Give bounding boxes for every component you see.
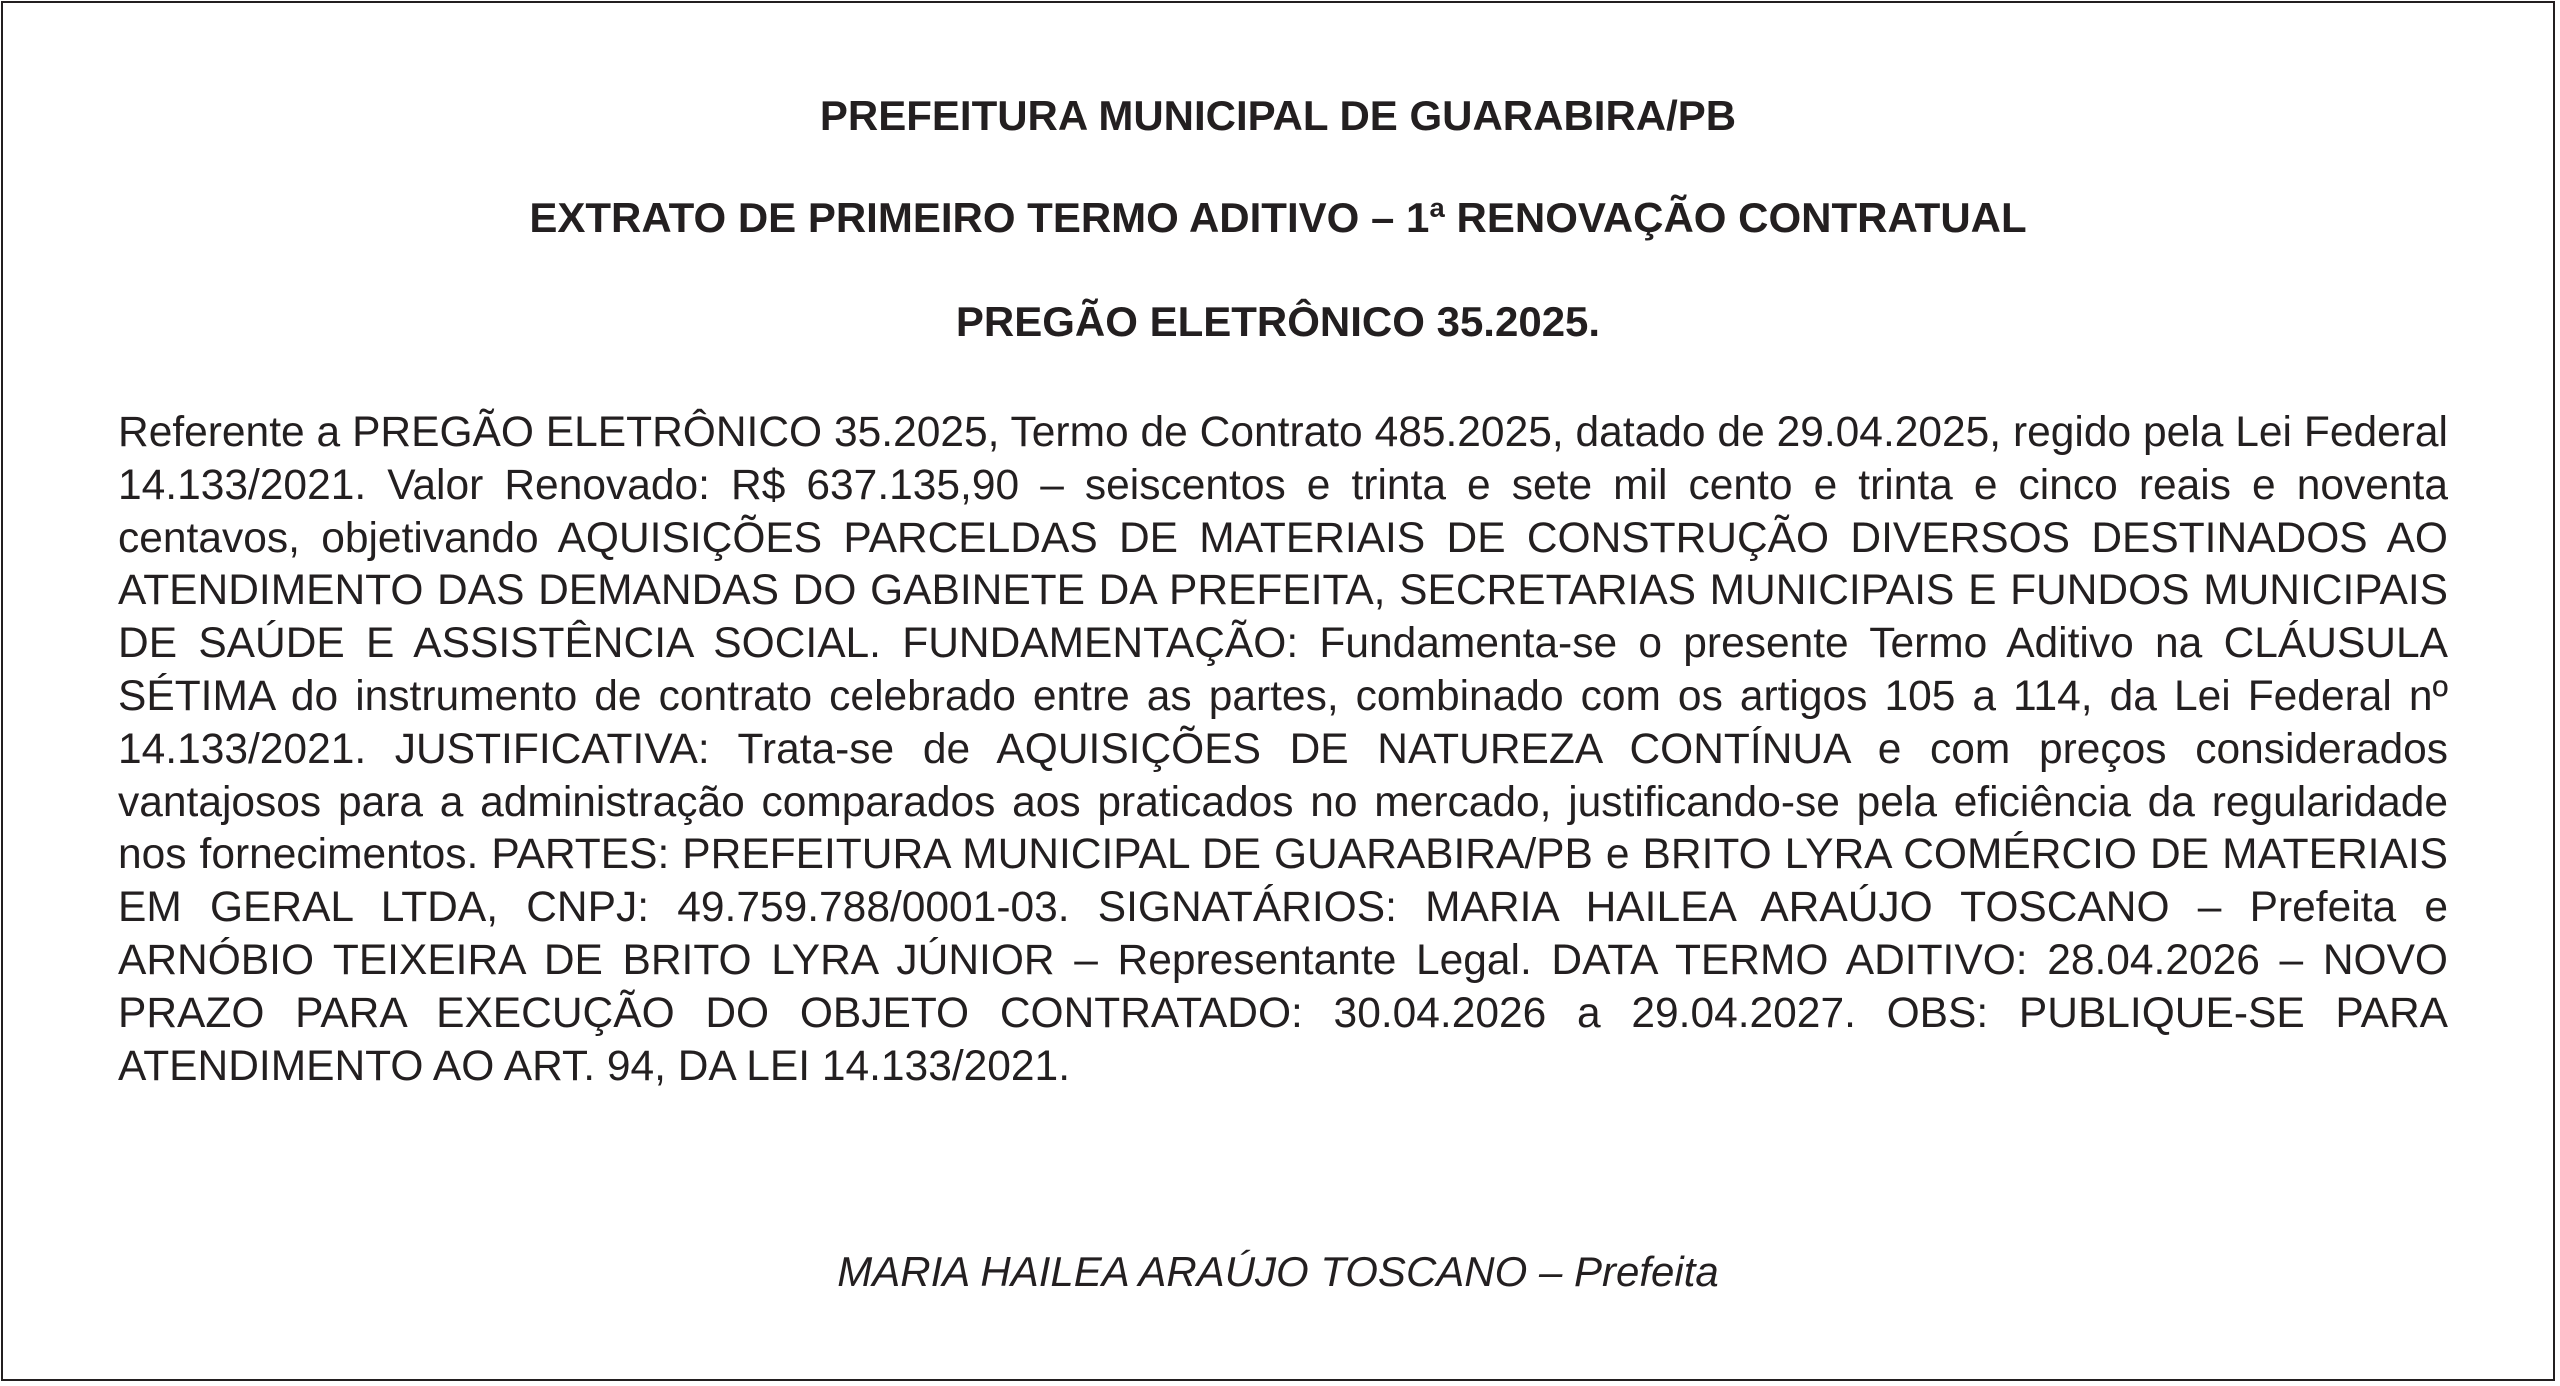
procurement-title: PREGÃO ELETRÔNICO 35.2025.	[955, 298, 1601, 345]
notice-frame	[1, 1, 2555, 1381]
extract-title: EXTRATO DE PRIMEIRO TERMO ADITIVO – 1ª RENOVAÇÃO CONTRATUAL	[529, 194, 2027, 241]
signature-line: MARIA HAILEA ARAÚJO TOSCANO – Prefeita	[837, 1248, 1719, 1295]
notice-body-paragraph: Referente a PREGÃO ELETRÔNICO 35.2025, Termo de Contrato 485.2025, datado de 29.04.2025, regido pela Lei Federal 14.133/2021. Valor Renovado: R$ 637.135,90 – seiscentos e trinta e sete mil cento e trinta e cinco reais e noventa centavos, objetivando AQUISIÇÕES PARCELDAS DE MATERIAIS DE CONSTRUÇÃO DIVERSOS DESTINADOS AO ATENDIMENTO DAS DEMANDAS DO GABINETE DA PREFEITA, SECRETARIAS MUNICIPAIS E FUNDOS MUNICIPAIS DE SAÚDE E ASSISTÊNCIA SOCIAL. FUNDAMENTAÇÃO: Fundamenta-se o presente Termo Aditivo na CLÁUSULA SÉTIMA do instrumento de contrato celebrado entre as partes, combinado com os artigos 105 a 114, da Lei Federal nº 14.133/2021. JUSTIFICATIVA: Trata-se de AQUISIÇÕES DE NATUREZA CONTÍNUA e com preços considerados vantajosos para a administração comparados aos praticados no mercado, justificando-se pela eficiência da regularidade nos fornecimentos. PARTES: PREFEITURA MUNICIPAL DE GUARABIRA/PB e BRITO LYRA COMÉRCIO DE MATERIAIS EM GERAL LTDA, CNPJ: 49.759.788/0001-03. SIGNATÁRIOS: MARIA HAILEA ARAÚJO TOSCANO – Prefeita e ARNÓBIO TEIXEIRA DE BRITO LYRA JÚNIOR – Representante Legal. DATA TERMO ADITIVO: 28.04.2026 – NOVO PRAZO PARA EXECUÇÃO DO OBJETO CONTRATADO: 30.04.2026 a 29.04.2027. OBS: PUBLIQUE-SE PARA ATENDIMENTO AO ART. 94, DA LEI 14.133/2021.	[118, 409, 2448, 1090]
municipality-title: PREFEITURA MUNICIPAL DE GUARABIRA/PB	[819, 92, 1737, 139]
